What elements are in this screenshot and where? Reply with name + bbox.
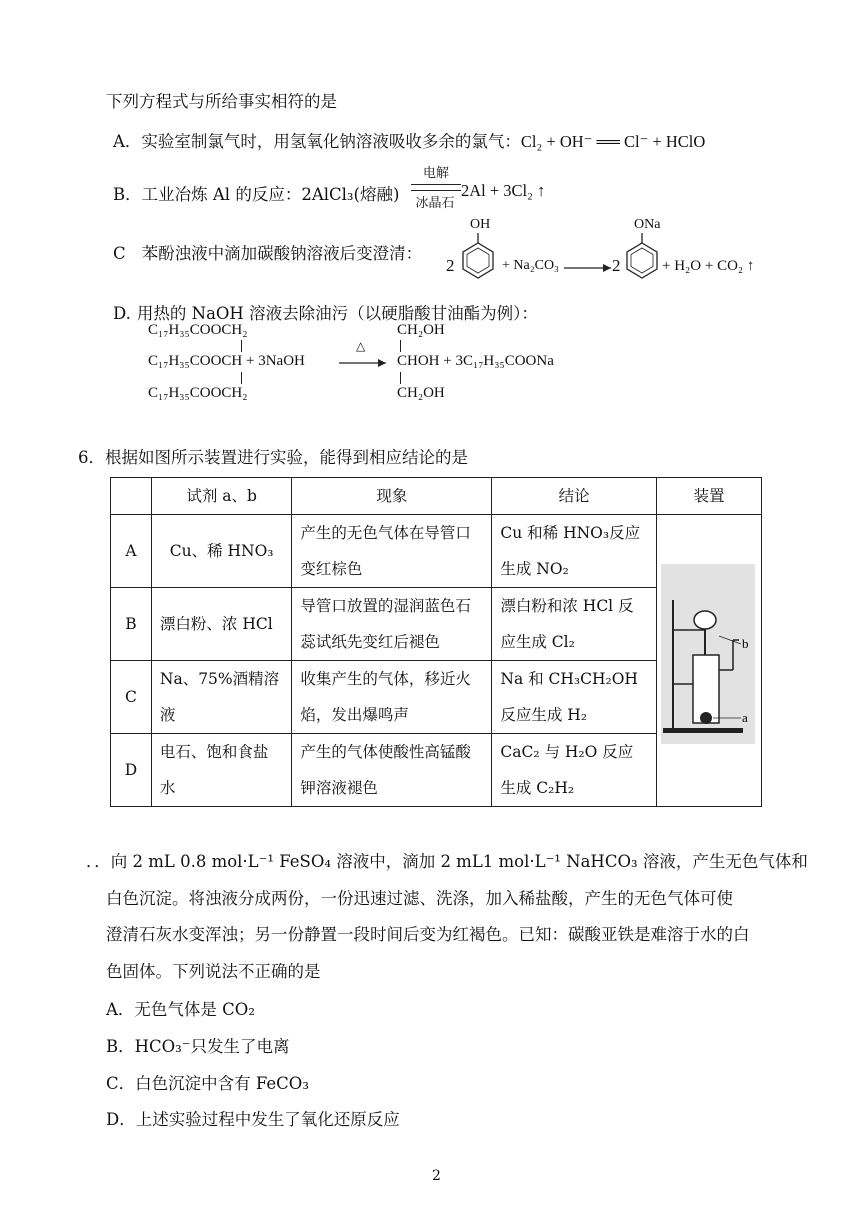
arrow-icon bbox=[563, 262, 615, 274]
reactant-line-3: C₁₇H₃₅COOCH₂ bbox=[148, 385, 248, 401]
q7-stem-line-2: 白色沉淀。将浊液分成两份，一份迅速过滤、洗涤，加入稀盐酸，产生的无色气体可使 bbox=[106, 889, 733, 908]
q7-stem-line-3: 澄清石灰水变浑浊；另一份静置一段时间后变为红褐色。已知：碳酸亚铁是难溶于水的白 bbox=[106, 925, 750, 944]
condition-bottom: 冰晶石 bbox=[415, 196, 455, 211]
option-text: 苯酚浊液中滴加碳酸钠溶液后变澄清： bbox=[141, 244, 423, 263]
q7-stem-line-1: ．．向 2 mL 0.8 mol·L⁻¹ FeSO₄ 溶液中，滴加 2 mL1 mol·L⁻¹ NaHCO₃ 溶液，产生无色气体和 bbox=[86, 852, 808, 871]
option-label: C bbox=[113, 244, 126, 263]
option-text: 实验室制氯气时，用氢氧化钠溶液吸收多余的氯气： bbox=[141, 132, 521, 151]
row-label: A bbox=[111, 515, 152, 588]
option-label: A． bbox=[113, 132, 142, 151]
reagent: + Na₂CO₃ bbox=[502, 258, 559, 273]
option-text: 工业冶炼 Al 的反应：2AlCl₃(熔融) bbox=[141, 185, 400, 204]
table-row bbox=[111, 515, 762, 588]
header-reagent: 试剂 a、b bbox=[151, 478, 291, 515]
oh-group: OH bbox=[470, 217, 491, 232]
coef: 2 bbox=[612, 256, 621, 275]
conclusion-cell: CaC₂ 与 H₂O 反应生成 C₂H₂ bbox=[492, 734, 657, 807]
header-conclusion: 结论 bbox=[492, 478, 657, 515]
page-number: 2 bbox=[432, 1168, 441, 1184]
header-phenomenon: 现象 bbox=[292, 478, 492, 515]
conclusion-cell: Cu 和稀 HNO₃反应生成 NO₂ bbox=[492, 515, 657, 588]
product-line-1: CH₂OH bbox=[397, 322, 445, 338]
arrow-icon bbox=[338, 357, 390, 369]
header-apparatus: 装置 bbox=[656, 478, 761, 515]
apparatus-diagram bbox=[657, 560, 759, 748]
row-label: C bbox=[111, 661, 152, 734]
label-a: a bbox=[741, 710, 748, 725]
q7-option-d: D．上述实验过程中发生了氧化还原反应 bbox=[106, 1110, 400, 1129]
phenomenon-cell: 收集产生的气体，移近火焰，发出爆鸣声 bbox=[292, 661, 492, 734]
bond bbox=[241, 372, 244, 384]
apparatus-cell bbox=[656, 515, 761, 807]
conclusion-cell: Na 和 CH₃CH₂OH 反应生成 H₂ bbox=[492, 661, 657, 734]
option-label: D. bbox=[113, 304, 131, 323]
heat-symbol: △ bbox=[356, 339, 366, 353]
coef: 2 bbox=[446, 256, 455, 275]
phenomenon-cell: 产生的气体使酸性高锰酸钾溶液褪色 bbox=[292, 734, 492, 807]
equals-sign bbox=[411, 184, 461, 191]
q5-option-b bbox=[113, 181, 399, 205]
reactant-line-2: C₁₇H₃₅COOCH + 3NaOH bbox=[148, 353, 305, 369]
phenoxide-ring-icon bbox=[622, 231, 662, 279]
option-text: 用热的 NaOH 溶液去除油污（以硬脂酸甘油酯为例）： bbox=[136, 304, 538, 323]
q6-table bbox=[110, 477, 762, 807]
q7-option-c: C．白色沉淀中含有 FeCO₃ bbox=[106, 1074, 309, 1093]
q7-option-b: B．HCO₃⁻只发生了电离 bbox=[106, 1037, 290, 1056]
q7-option-a: A．无色气体是 CO₂ bbox=[106, 1000, 255, 1019]
reactant-line-1: C₁₇H₃₅COOCH₂ bbox=[148, 322, 248, 338]
q5-option-a bbox=[113, 128, 705, 152]
conclusion-cell: 漂白粉和浓 HCl 反应生成 Cl₂ bbox=[492, 588, 657, 661]
row-label: D bbox=[111, 734, 152, 807]
reagent-cell: 电石、饱和食盐水 bbox=[151, 734, 291, 807]
reagent-cell: Cu、稀 HNO₃ bbox=[151, 515, 291, 588]
row-label: B bbox=[111, 588, 152, 661]
table-header-row bbox=[111, 478, 762, 515]
q5-stem: 下列方程式与所给事实相符的是 bbox=[106, 92, 337, 111]
q5-option-c bbox=[113, 240, 422, 264]
option-label: B． bbox=[113, 185, 142, 204]
q6-stem: 6．根据如图所示装置进行实验，能得到相应结论的是 bbox=[78, 448, 468, 467]
label-b: b bbox=[741, 636, 749, 651]
q7-stem-line-4: 色固体。下列说法不正确的是 bbox=[106, 962, 321, 981]
product-line-2: CHOH + 3C₁₇H₃₅COONa bbox=[397, 353, 554, 369]
reagent-cell: Na、75%酒精溶液 bbox=[151, 661, 291, 734]
header-blank bbox=[111, 478, 152, 515]
ona-group: ONa bbox=[634, 217, 661, 232]
phenomenon-cell: 导管口放置的湿润蓝色石蕊试纸先变红后褪色 bbox=[292, 588, 492, 661]
bond bbox=[241, 340, 244, 352]
product-line-3: CH₂OH bbox=[397, 385, 445, 401]
bond bbox=[400, 340, 403, 352]
q5-option-d bbox=[113, 300, 538, 324]
equation: Cl₂ + OH⁻ ══ Cl⁻ + HClO bbox=[520, 132, 706, 151]
condition-top: 电解 bbox=[422, 166, 449, 181]
b-products: 2Al + 3Cl₂ ↑ bbox=[461, 181, 546, 200]
phenomenon-cell: 产生的无色气体在导管口变红棕色 bbox=[292, 515, 492, 588]
phenol-ring-icon bbox=[458, 231, 498, 279]
c-products: + H₂O + CO₂ ↑ bbox=[662, 258, 755, 274]
bond bbox=[400, 372, 403, 384]
reagent-cell: 漂白粉、浓 HCl bbox=[151, 588, 291, 661]
